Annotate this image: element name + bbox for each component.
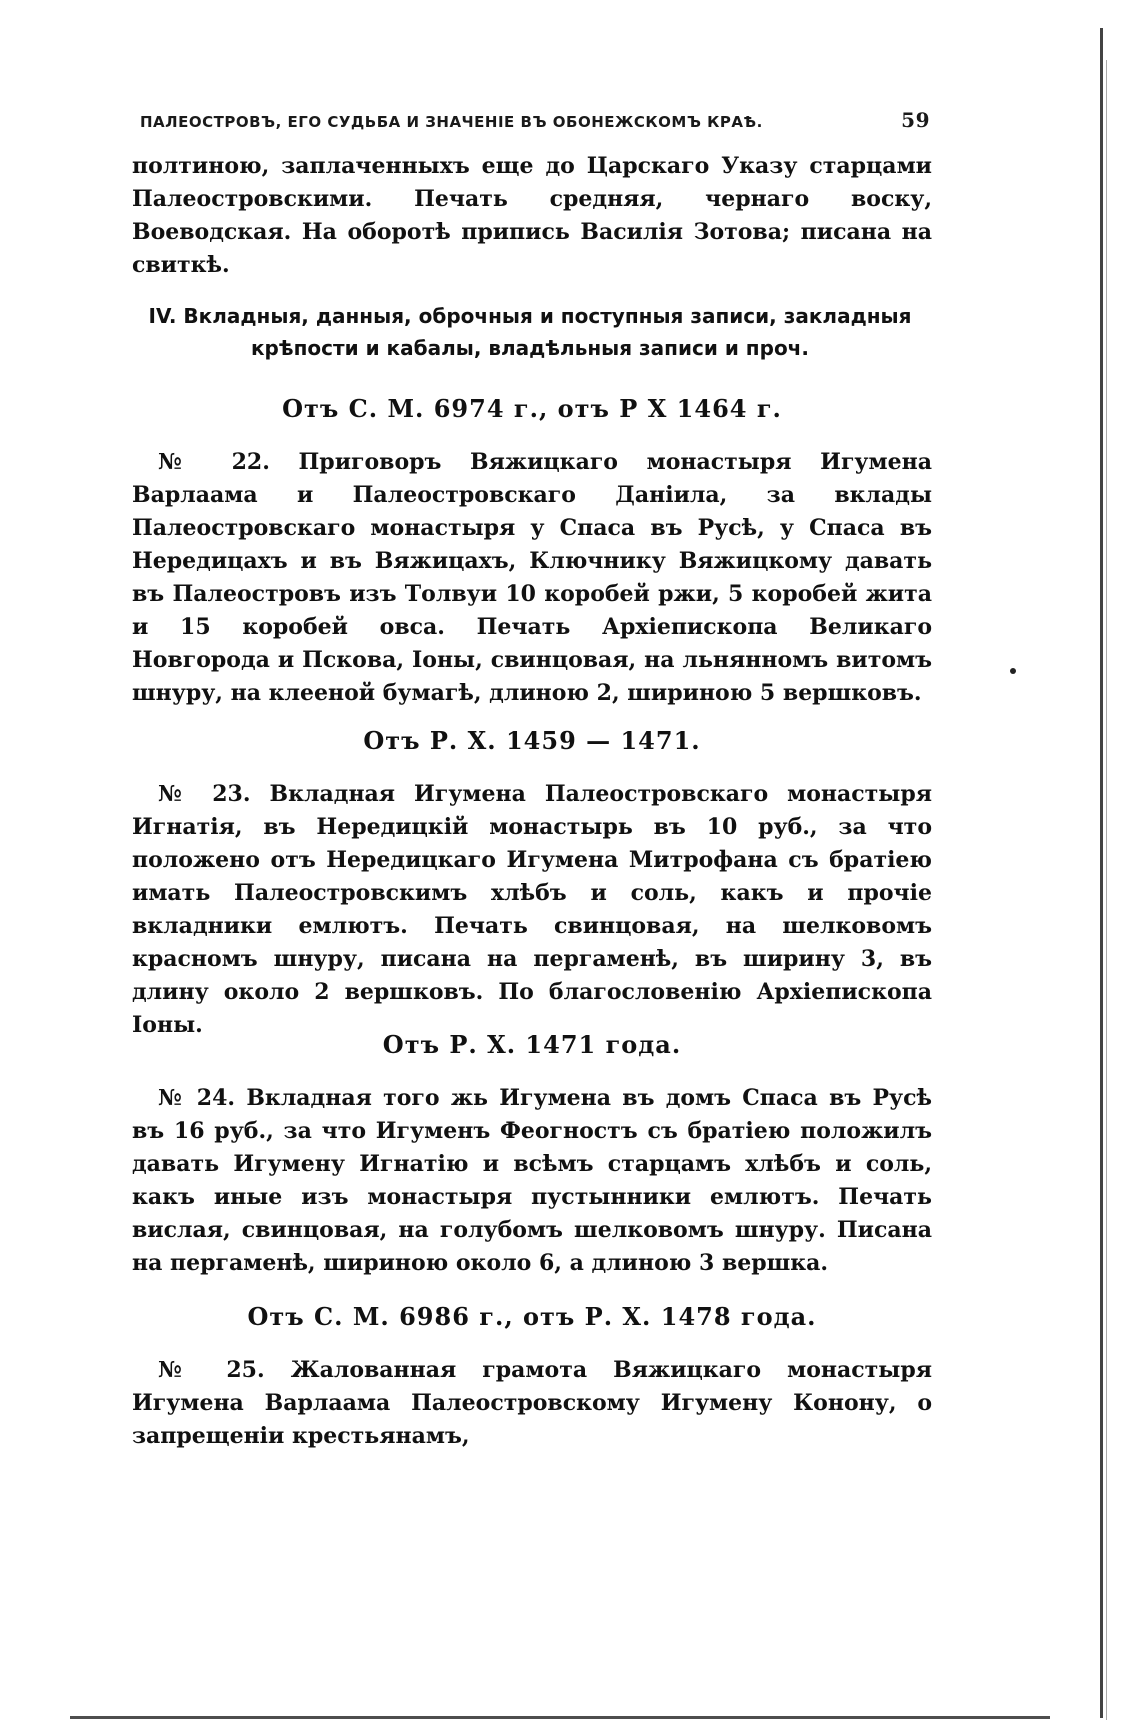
entry-24 — [132, 1082, 932, 1280]
running-head — [140, 108, 930, 132]
entry-number: № 25. — [158, 1357, 265, 1383]
entry-text: Вкладная того жь Игумена въ домъ Спаса въ Русѣ въ 16 руб., за что Игуменъ Феогностъ съ братiею положилъ давать Игумену Игнатiю и всѣмъ старцамъ хлѣбъ и соль, какъ иные изъ монастыря пустынники емлютъ. Печать вислая, свинцовая, на голубомъ шелковомъ шнуру. Писана на пергаменѣ, шириною около 6, а длиною 3 вершка. — [132, 1085, 932, 1276]
entry-text: Жалованная грамота Вяжицкаго монастыря Игумена Варлаама Палеостровскому Игумену Конону, о запрещенiи крестьянамъ, — [132, 1357, 932, 1449]
date-line-24: Отъ Р. Х. 1471 года. — [382, 1030, 682, 1059]
date-line-25: Отъ С. М. 6986 г., отъ Р. Х. 1478 года. — [247, 1302, 817, 1331]
running-head-title: ПАЛЕОСТРОВЪ, ЕГО СУДЬБА И ЗНАЧЕНІЕ ВЪ ОБОНЕЖСКОМЪ КРАѢ. — [140, 113, 763, 131]
page-edge-line — [1106, 60, 1107, 1720]
page-bottom-edge — [70, 1716, 1050, 1719]
page-number: 59 — [901, 108, 930, 132]
entry-text: Вкладная Игумена Палеостровскаго монастыря Игнатія, въ Нередицкій монастырь въ 10 руб., за что положено отъ Нередицкаго Игумена Митрофана съ братiею имать Палеостровскимъ хлѣбъ и соль, какъ и прочiе вкладники емлютъ. Печать свинцовая, на шелковомъ красномъ шнуру, писана на пергаменѣ, въ ширину 3, въ длину около 2 вершковъ. По благословенiю Архiепископа Іоны. — [132, 781, 932, 1038]
entry-number: № 23. — [158, 781, 251, 807]
entry-text: Приговоръ Вяжицкаго монастыря Игумена Варлаама и Палеостровскаго Данiила, за вклады Палеостровскаго монастыря у Спаса въ Русѣ, у Спаса въ Нередицахъ и въ Вяжицахъ, Ключнику Вяжицкому давать въ Палеостровъ изъ Толвуи 10 коробей ржи, 5 коробей жита и 15 коробей овса. Печать Архiепископа Великаго Новгорода и Пскова, Іоны, свинцовая, на льнянномъ витомъ шнуру, на клееной бумагѣ, длиною 2, шириною 5 вершковъ. — [132, 449, 932, 706]
date-line-22: Отъ С. М. 6974 г., отъ Р Х 1464 г. — [282, 394, 782, 423]
entry-25 — [132, 1354, 932, 1453]
page-edge-shadow — [1100, 28, 1103, 1718]
entry-23 — [132, 778, 932, 1042]
entry-number: № 22. — [158, 449, 270, 475]
intro-paragraph: полтиною, заплаченныхъ еще до Царскаго Указу старцами Палеостровскими. Печать средняя, чернаго воску, Воеводская. На оборотѣ припись Василія Зотова; писана на свиткѣ. — [132, 153, 932, 278]
entry-22 — [132, 446, 932, 710]
entry-number: № 24. — [158, 1085, 236, 1111]
ink-speck — [1010, 668, 1016, 674]
section-heading: IV. Вкладныя, данныя, оброчныя и поступныя записи, закладныя крѣпости и кабалы, владѣльныя записи и проч. — [148, 304, 912, 360]
date-line-23: Отъ Р. Х. 1459 — 1471. — [363, 726, 701, 755]
